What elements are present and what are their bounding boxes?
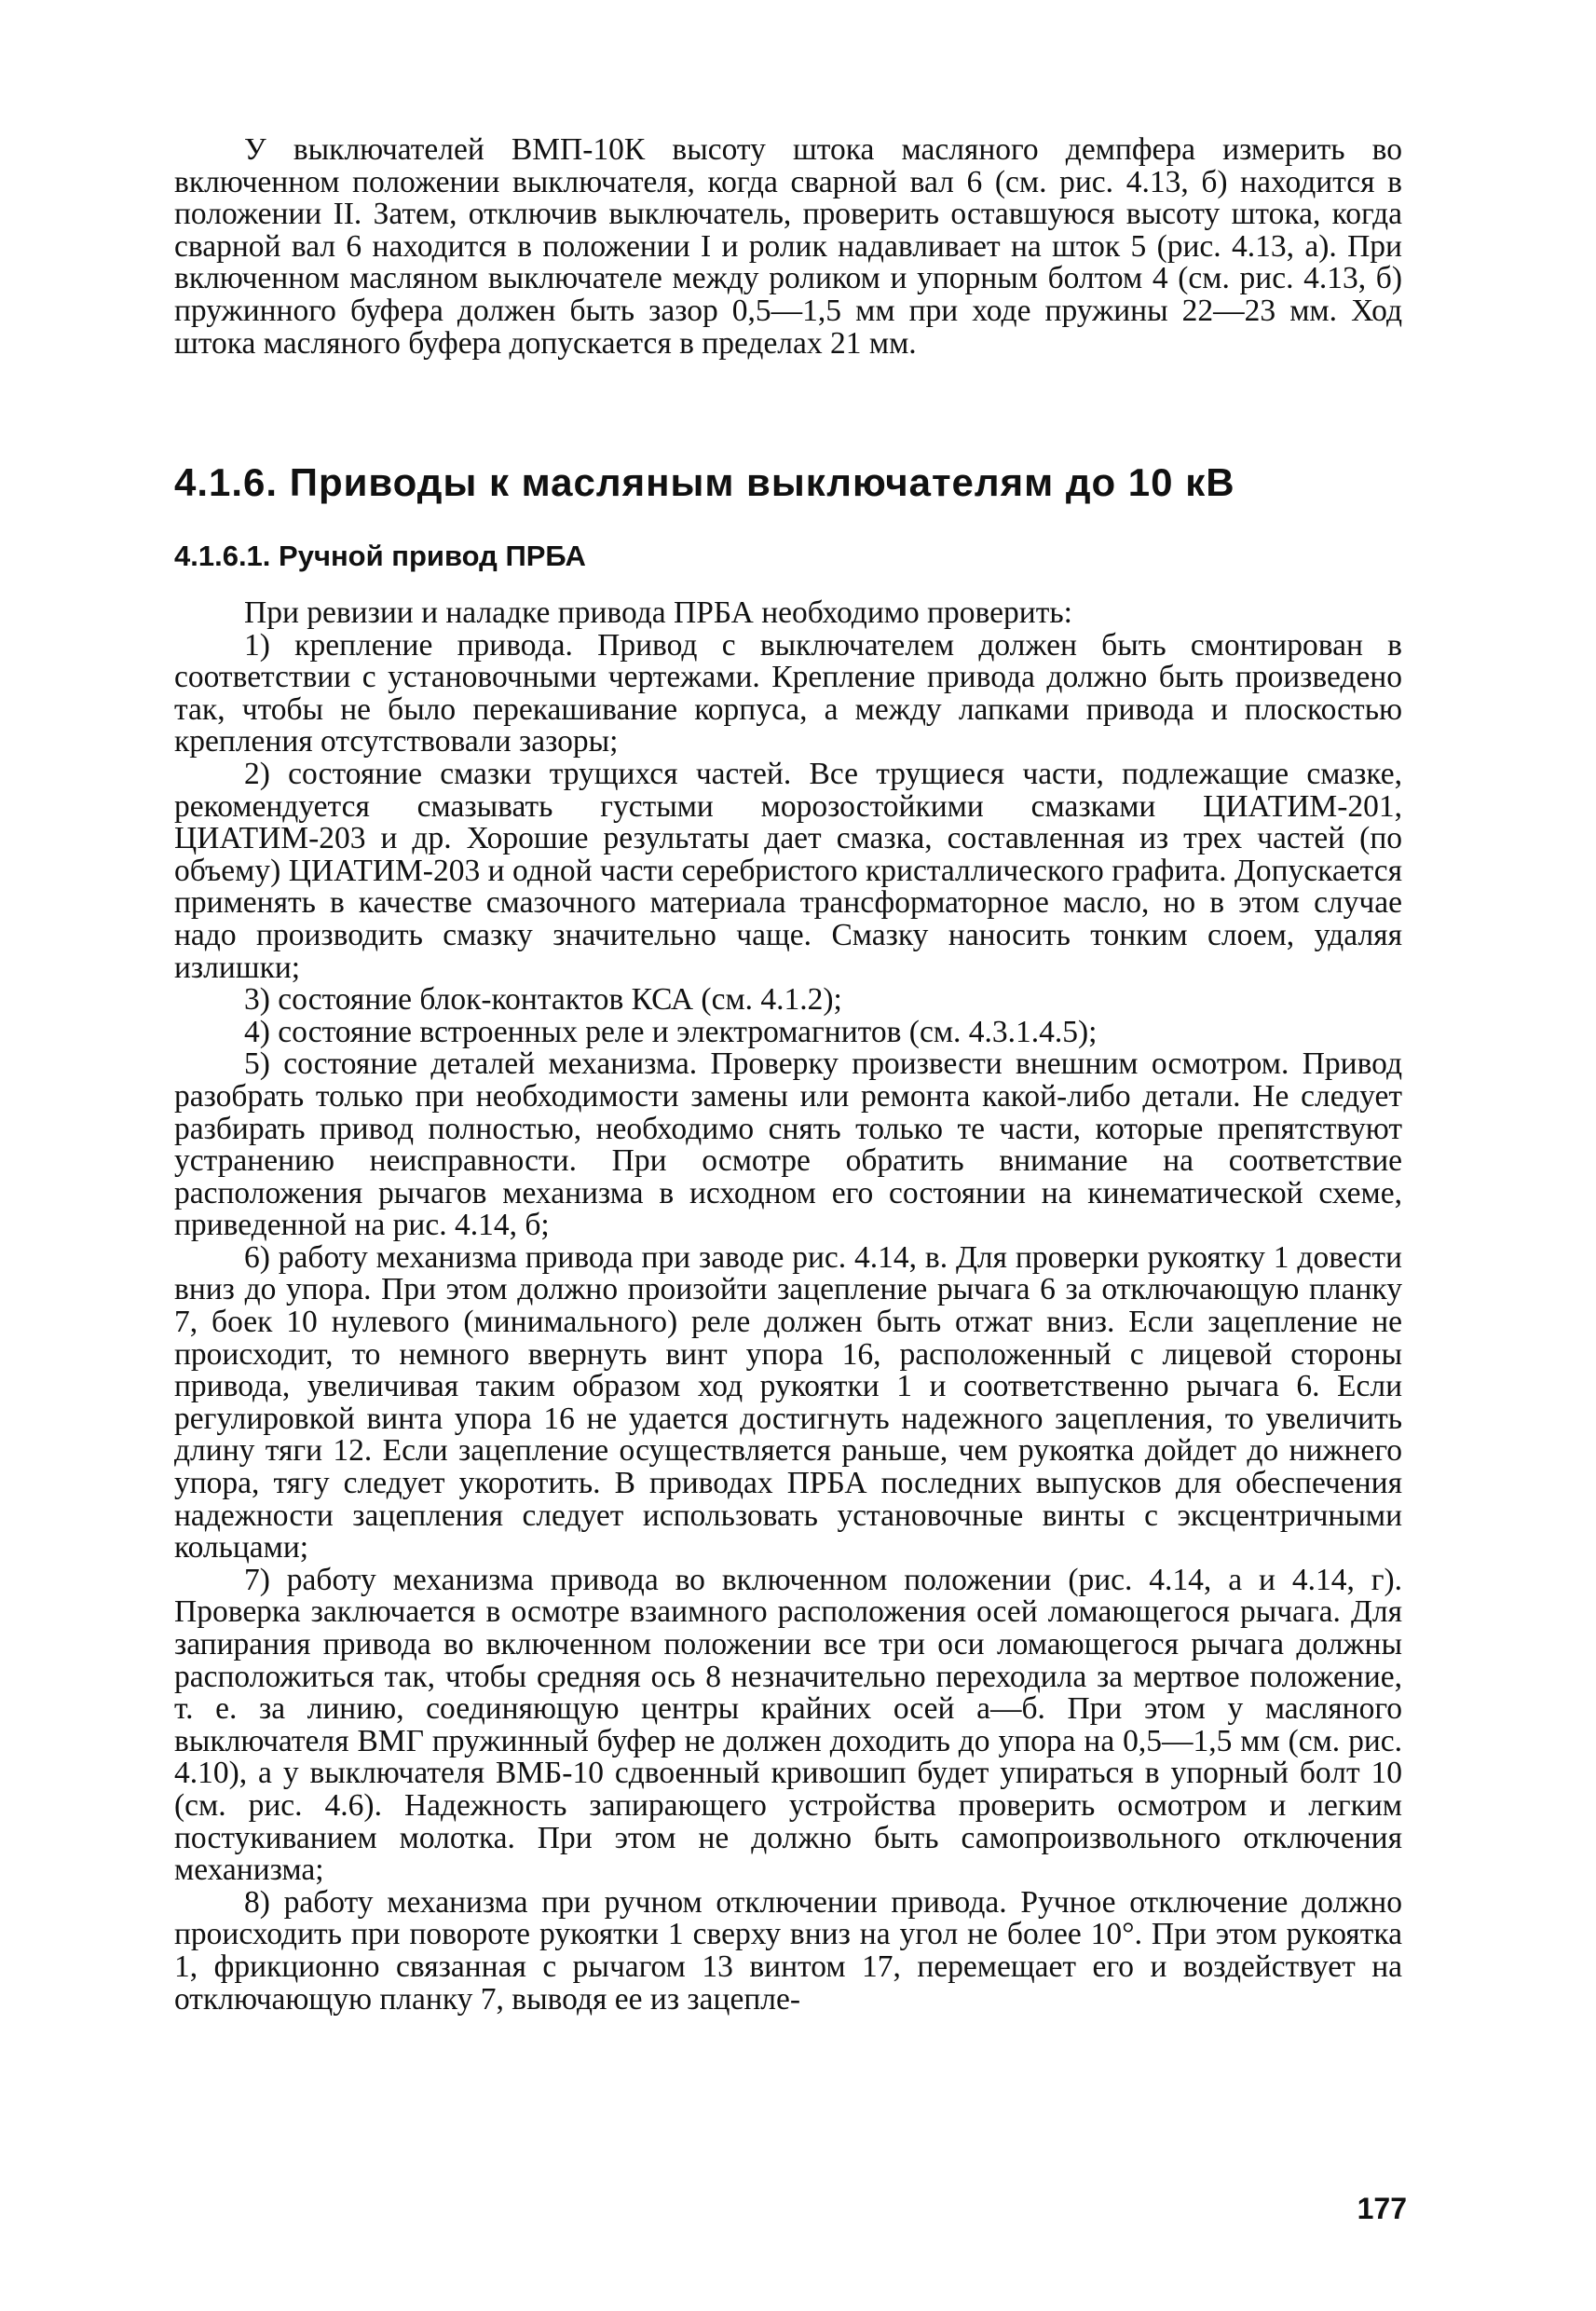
intro-block	[174, 134, 1402, 360]
list-item: 4) состояние встроенных реле и электромагнитов (см. 4.3.1.4.5);	[244, 1014, 1098, 1049]
list-item: 2) состояние смазки трущихся частей. Все трущиеся части, подлежащие смазке, рекомендуется смазывать густыми морозостойкими смазками ЦИАТИМ-201, ЦИАТИМ-203 и др. Хорошие результаты дает смазка, составленная из трех частей (по объему) ЦИАТИМ-203 и одной части серебристого кристаллического графита. Допускается применять в качестве смазочного материала трансформаторное масло, но в этом случае надо производить смазку значительно чаще. Смазку наносить тонким слоем, удаляя излишки;	[174, 756, 1402, 985]
list-item: 5) состояние деталей механизма. Проверку произвести внешним осмотром. Привод разобрать только при необходимости замены или ремонта какой-либо детали. Не следует разбирать привод полностью, необходимо снять только те части, которые препятствуют устранению неисправности. При осмотре обратить внимание на соответствие расположения рычагов механизма в исходном его состоянии на кинематической схеме, приведенной на рис. 4.14, б;	[174, 1046, 1402, 1243]
section-heading: 4.1.6. Приводы к масляным выключателям до 10 кВ	[174, 460, 1235, 504]
intro-paragraph: У выключателей ВМП-10К высоту штока масляного демпфера измерить во включенном положении выключателя, когда сварной вал 6 (см. рис. 4.13, б) находится в положении II. Затем, отключив выключатель, проверить оставшуюся высоту штока, когда сварной вал 6 находится в положении I и ролик надавливает на шток 5 (рис. 4.13, а). При включенном масляном выключателе между роликом и упорным болтом 4 (см. рис. 4.13, б) пружинного буфера должен быть зазор 0,5—1,5 мм при ходе пружины 22—23 мм. Ход штока масляного буфера допускается в пределах 21 мм.	[174, 132, 1402, 361]
list-item: 3) состояние блок-контактов КСА (см. 4.1.2);	[244, 982, 842, 1018]
list-item: 6) работу механизма привода при заводе рис. 4.14, в. Для проверки рукоятку 1 довести вниз до упора. При этом должно произойти зацепление рычага 6 за отключающую планку 7, боек 10 нулевого (минимального) реле должен быть отжат вниз. Если зацепление не происходит, то немного ввернуть винт упора 16, расположенный с лицевой стороны привода, увеличивая таким образом ход рукоятки 1 и соответственно рычага 6. Если регулировкой винта упора 16 не удается достигнуть надежного зацепления, то увеличить длину тяги 12. Если зацепление осуществляется раньше, чем рукоятка дойдет до нижнего упора, тягу следует укоротить. В приводах ПРБА последних выпусков для обеспечения надежности зацепления следует использовать установочные винты с эксцентричными кольцами;	[174, 1239, 1402, 1566]
checklist-body	[174, 597, 1402, 2016]
lead-paragraph: При ревизии и наладке привода ПРБА необходимо проверить:	[244, 595, 1072, 630]
list-item: 1) крепление привода. Привод с выключателем должен быть смонтирован в соответствии с установочными чертежами. Крепление привода должно быть произведено так, чтобы не было перекашивание корпуса, а между лапками привода и плоскостью крепления отсутствовали зазоры;	[174, 627, 1402, 759]
page-number: 177	[1357, 2192, 1407, 2225]
subsection-heading: 4.1.6.1. Ручной привод ПРБА	[174, 540, 586, 572]
list-item: 7) работу механизма привода во включенном положении (рис. 4.14, а и 4.14, г). Проверка заключается в осмотре взаимного расположения осей ломающегося рычага. Для запирания привода во включенном положении все три оси ломающегося рычага должны расположиться так, чтобы средняя ось 8 незначительно переходила за мертвое положение, т. е. за линию, соединяющую центры крайних осей а—б. При этом у масляного выключателя ВМГ пружинный буфер не должен доходить до упора на 0,5—1,5 мм (см. рис. 4.10), а у выключателя ВМБ-10 сдвоенный кривошип будет упираться в упорный болт 10 (см. рис. 4.6). Надежность запирающего устройства проверить осмотром и легким постукиванием молотка. При этом не должно быть самопроизвольного отключения механизма;	[174, 1562, 1402, 1888]
list-item: 8) работу механизма при ручном отключении привода. Ручное отключение должно происходить при повороте рукоятки 1 сверху вниз на угол не более 10°. При этом рукоятка 1, фрикционно связанная с рычагом 13 винтом 17, перемещает его и воздействует на отключающую планку 7, выводя ее из зацепле-	[174, 1884, 1402, 2017]
